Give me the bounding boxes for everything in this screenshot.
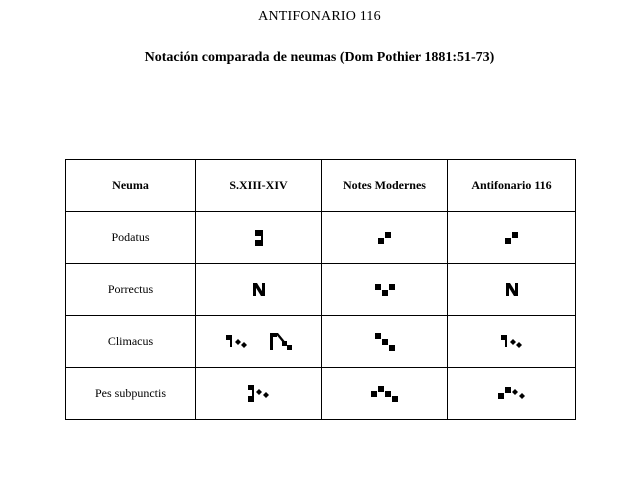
porrectus-modern-neume-icon (374, 283, 396, 297)
row-name-porrectus: Porrectus (66, 264, 196, 316)
row-name-climacus: Climacus (66, 316, 196, 368)
table-row (66, 212, 576, 264)
header-notes-modernes: Notes Modernes (322, 160, 448, 212)
climacus-antifonario-neume-icon (500, 334, 524, 350)
cell-porrectus-modern (322, 264, 448, 316)
document-subtitle: Notación comparada de neumas (Dom Pothier 1881:51-73) (144, 50, 495, 65)
header-antifonario-116: Antifonario 116 (448, 160, 576, 212)
pes-subpunctis-modern-neume-icon (370, 385, 400, 403)
row-name-podatus: Podatus (66, 212, 196, 264)
climacus-gothic-neume-icon (225, 334, 249, 350)
climacus-modern-neume-icon (374, 332, 396, 352)
cell-porrectus-antifonario (448, 264, 576, 316)
cell-podatus-antifonario (448, 212, 576, 264)
podatus-modern-neume-icon (377, 231, 393, 245)
podatus-antifonario-neume-icon (504, 231, 520, 245)
cell-podatus-sxiii (196, 212, 322, 264)
cell-climacus-modern (322, 316, 448, 368)
cell-climacus-sxiii (196, 316, 322, 368)
pes-subpunctis-gothic-neume-icon (247, 384, 271, 404)
cell-pes-subpunctis-antifonario (448, 368, 576, 420)
podatus-gothic-neume-icon (254, 229, 264, 247)
cell-porrectus-sxiii (196, 264, 322, 316)
climacus-gothic-alt-neume-icon (269, 332, 293, 352)
cell-pes-subpunctis-sxiii (196, 368, 322, 420)
cell-podatus-modern (322, 212, 448, 264)
porrectus-antifonario-neume-icon (505, 282, 519, 297)
cell-climacus-antifonario (448, 316, 576, 368)
table-header-row (66, 160, 576, 212)
header-s-xiii-xiv: S.XIII-XIV (196, 160, 322, 212)
row-name-pes-subpunctis: Pes subpunctis (66, 368, 196, 420)
table-row (66, 264, 576, 316)
cell-pes-subpunctis-modern (322, 368, 448, 420)
document-title: ANTIFONARIO 116 (258, 9, 381, 24)
table-row (66, 316, 576, 368)
pes-subpunctis-antifonario-neume-icon (497, 386, 527, 402)
porrectus-gothic-neume-icon (252, 282, 266, 297)
header-neuma: Neuma (66, 160, 196, 212)
neume-comparison-table (65, 159, 576, 420)
table-row (66, 368, 576, 420)
